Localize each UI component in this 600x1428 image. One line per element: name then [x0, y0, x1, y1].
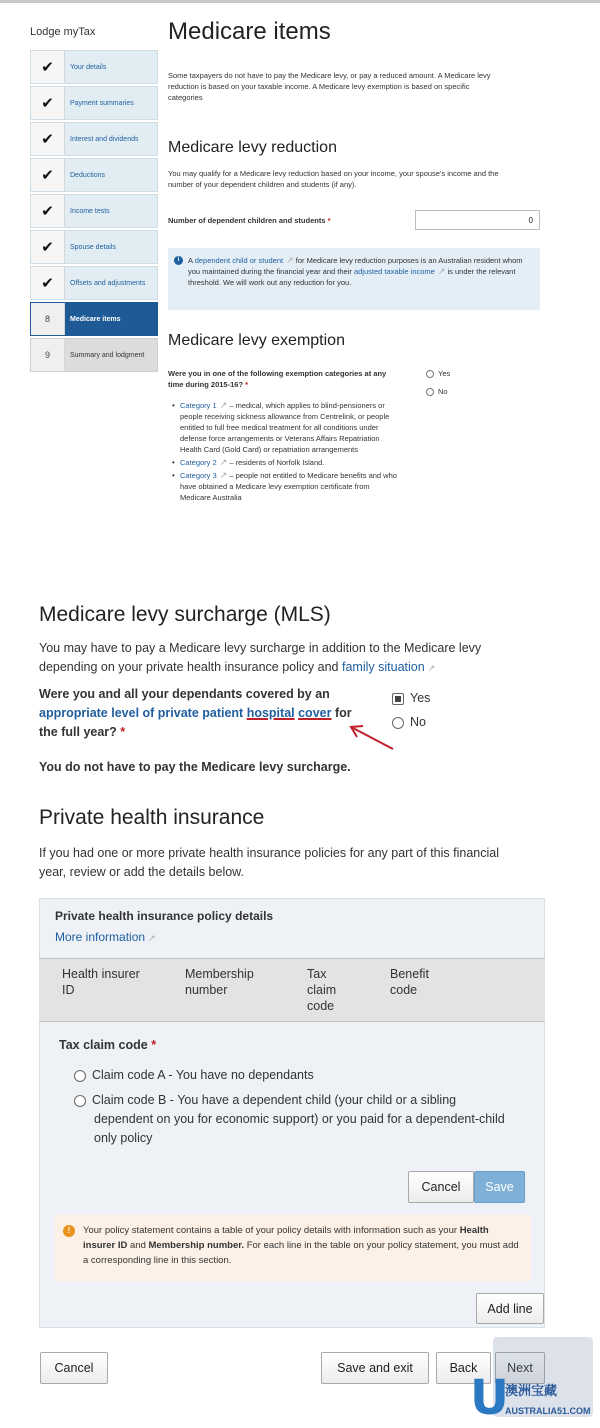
policy-save-button[interactable]: Save [474, 1171, 525, 1203]
top-border [0, 0, 600, 3]
mls-text: You may have to pay a Medicare levy surcharge in addition to the Medicare levy depending on your private health insurance policy and family situation ↗ [39, 641, 482, 674]
phi-text: If you had one or more private health insurance policies for any part of this financial year, review or add the details below. [39, 846, 499, 879]
category-item: • Category 2 ↗ – residents of Norfolk Island. [172, 457, 397, 468]
category-item: • Category 3 ↗ – people not entitled to Medicare benefits and who have obtained a Medicare levy exemption certificate from Medicare Australia [172, 470, 397, 503]
step-label: Payment summaries [70, 99, 134, 107]
dependents-input[interactable]: 0 [415, 210, 540, 230]
checkmark-icon: ✔ [31, 87, 65, 119]
step-item[interactable] [30, 338, 158, 372]
exemption-categories [172, 400, 397, 505]
watermark-logo-letter: U [470, 1370, 509, 1426]
checkmark-icon: ✔ [31, 195, 65, 227]
exemption-heading: Medicare levy exemption [168, 332, 345, 349]
external-link-icon: ↗ [148, 933, 156, 943]
step-label: Deductions [70, 171, 106, 179]
mls-question: Were you and all your dependants covered by an appropriate level of private patient hospital cover for the full year? * [39, 687, 352, 739]
radio-button-selected[interactable] [392, 693, 404, 705]
claim-code-b-option[interactable]: Claim code B - You have a dependent child (your child or a sibling dependent on you for economic support) or you paid for a dependent-child only policy [74, 1091, 514, 1148]
step-label: Medicare items [70, 315, 121, 323]
category-item: • Category 1 ↗ – medical, which applies to blind-pensioners or people receiving sickness allowance from Centrelink, or people entitled to full free medical treatment for all conditions under defense force arrangements or Veterans Affairs Repatriation Health Card (Gold Card) or repatriation arrangements [172, 400, 397, 455]
checkmark-icon: ✔ [31, 231, 65, 263]
radio-button[interactable] [426, 370, 434, 378]
checkmark-icon: ✔ [31, 159, 65, 191]
policy-cancel-button[interactable]: Cancel [408, 1171, 474, 1203]
column-header: Tax claim code [307, 967, 337, 1013]
tax-claim-code-label: Tax claim code * [59, 1038, 157, 1052]
next-button[interactable]: Next [495, 1352, 545, 1384]
category-1-link[interactable]: Category 1 [180, 401, 217, 410]
mls-no-option[interactable]: No [392, 713, 426, 732]
policy-panel-title: Private health insurance policy details [55, 909, 274, 923]
step-number: 9 [31, 339, 65, 371]
policy-warning-box [55, 1215, 531, 1281]
column-header: Health insurer ID [62, 967, 140, 997]
radio-button[interactable] [74, 1070, 86, 1082]
step-item[interactable] [30, 50, 158, 84]
cover-link[interactable]: cover [298, 706, 332, 720]
external-link-icon: ↗ [219, 457, 228, 467]
more-information-link[interactable]: More information ↗ [55, 930, 156, 944]
mls-result: You do not have to pay the Medicare levy surcharge. [39, 760, 351, 774]
radio-button[interactable] [426, 388, 434, 396]
mls-yes-option[interactable]: Yes [392, 689, 430, 708]
cancel-button[interactable]: Cancel [40, 1352, 108, 1384]
reduction-heading: Medicare levy reduction [168, 139, 337, 156]
medicare-intro: Some taxpayers do not have to pay the Medicare levy, or pay a reduced amount. A Medicare levy reduction is based on your taxable income. A Medicare levy exemption is based on specific categories [168, 71, 491, 102]
step-label: Your details [70, 63, 107, 71]
page-title: Medicare items [168, 18, 331, 45]
step-number: 8 [31, 303, 65, 335]
exemption-yes-option[interactable]: Yes [426, 368, 450, 379]
column-header: Membership number [185, 967, 254, 997]
policy-warning-text: Your policy statement contains a table of your policy details with information such as your Health insurer ID and Membership number. For each line in the table on your policy statement, you must add a corresponding line in this section. [83, 1225, 519, 1266]
phi-heading: Private health insurance [39, 806, 265, 829]
step-item[interactable] [30, 86, 158, 120]
step-label: Offsets and adjustments [70, 279, 146, 287]
external-link-icon: ↗ [219, 470, 228, 480]
save-and-exit-button[interactable]: Save and exit [321, 1352, 429, 1384]
column-header: Benefit code [390, 967, 429, 997]
step-label: Spouse details [70, 243, 116, 251]
exemption-question: Were you in one of the following exemption categories at any time during 2015-16? * [168, 369, 387, 389]
family-situation-link[interactable]: family situation [342, 660, 425, 674]
reduction-text: You may qualify for a Medicare levy reduction based on your income, your spouse's income and the number of your dependent children and students (if any). [168, 169, 499, 189]
step-item[interactable] [30, 266, 158, 300]
adjusted-taxable-income-link[interactable]: adjusted taxable income [353, 267, 435, 276]
back-button[interactable]: Back [436, 1352, 491, 1384]
step-item[interactable] [30, 302, 158, 336]
dependent-info-box: i A dependent child or student ↗ for Medicare levy reduction purposes is an Australian resident whom you maintained during the financial year and their adjusted taxable income ↗ is under the relevant threshold. We will work out any reduction for you. [168, 248, 540, 310]
watermark-url: AUSTRALIA51.COM [505, 1406, 591, 1416]
exemption-no-option[interactable]: No [426, 386, 448, 397]
category-3-link[interactable]: Category 3 [180, 471, 217, 480]
checkmark-icon: ✔ [31, 267, 65, 299]
external-link-icon: ↗ [427, 663, 436, 673]
dependents-label: Number of dependent children and students * [168, 216, 331, 225]
dependent-child-link[interactable]: dependent child or student [194, 256, 284, 265]
external-link-icon: ↗ [286, 255, 294, 265]
step-item[interactable] [30, 122, 158, 156]
step-item[interactable] [30, 230, 158, 264]
warning-icon: ! [63, 1225, 75, 1237]
add-line-button[interactable]: Add line [476, 1293, 544, 1324]
info-icon: i [174, 256, 183, 265]
hospital-link[interactable]: hospital [246, 706, 295, 720]
annotation-arrow-icon [345, 722, 395, 752]
app-title: Lodge myTax [30, 26, 96, 38]
step-nav [30, 50, 158, 374]
step-item[interactable] [30, 194, 158, 228]
external-link-icon: ↗ [437, 266, 446, 276]
appropriate-cover-link[interactable]: appropriate level of private patient [39, 706, 244, 720]
mls-heading: Medicare levy surcharge (MLS) [39, 603, 331, 626]
step-item[interactable] [30, 158, 158, 192]
checkmark-icon: ✔ [31, 51, 65, 83]
radio-button[interactable] [74, 1095, 86, 1107]
step-label: Interest and dividends [70, 135, 139, 143]
watermark-name: 澳洲宝藏 [505, 1383, 558, 1398]
claim-code-a-option[interactable]: Claim code A - You have no dependants [74, 1066, 514, 1085]
step-label: Income tests [70, 207, 110, 215]
checkmark-icon: ✔ [31, 123, 65, 155]
step-label: Summary and lodgment [70, 351, 145, 359]
category-2-link[interactable]: Category 2 [180, 458, 217, 467]
external-link-icon: ↗ [219, 400, 228, 410]
